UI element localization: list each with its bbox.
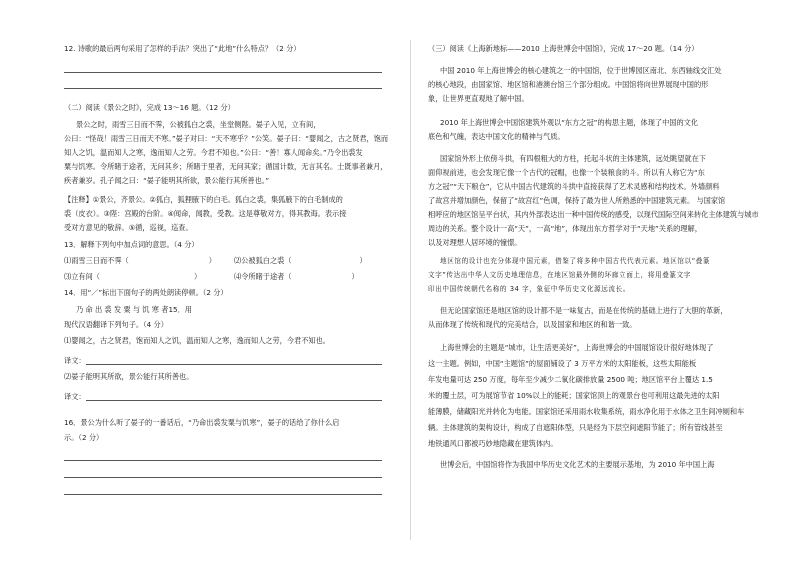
paragraph-line: 面仰视前进，也会发现它像一个古代的冠帽，也像一个装粮食的斗。所以有人称它为“东: [428, 168, 705, 177]
annotation-line: 受对方意见的敬辞。⑤循，巡视，巡查。: [64, 223, 193, 232]
section-2-title: （二）阅读《景公之时》，完成 13～16 题。（12 分）: [64, 103, 235, 112]
paragraph-line: 从而体现了传统和现代的完美结合，以及国家和地区的和谐一致。: [428, 320, 637, 329]
answer-line[interactable]: [64, 88, 382, 89]
q13-item-1: ⑴雨雪三日而不霁（: [64, 256, 129, 265]
question-14: 14．用“／”标出下面句子的两处朗读停顿。（2 分）: [64, 288, 228, 297]
question-13: 13．解释下列句中加点词的意思。（4 分）: [64, 240, 199, 249]
answer-line[interactable]: [64, 494, 382, 495]
paragraph-line: 年发电量可达 250 万度，每年至少减少二氧化碳排放量 2500 吨；地区馆平台上覆达 1.5: [428, 375, 713, 384]
paragraph-line: 国家馆外形上依傍斗拱，有四根粗大的方柱，托起斗状的主体建筑，远处眺望就在下: [440, 154, 706, 163]
answer-line[interactable]: [86, 364, 382, 365]
question-16-cont: 示。（2 分）: [64, 433, 104, 442]
paragraph-line: 世博会后，中国馆将作为我国中华历史文化艺术的主要展示基地，为 2010 年中国上海: [440, 460, 715, 469]
question-16: 16．景公为什么听了晏子的一番话后，“乃命出裘发粟与饥寒”，晏子的话给了你什么启: [64, 418, 340, 427]
q13-row: ⑶立有间（ ） ⑷令所睹于途者（ ）: [64, 272, 359, 281]
paragraph-line: 这一主题。例如，中国“主题馆”的屋面铺设了 3 万平方米的太阳能板，这些太阳能板: [428, 359, 697, 368]
passage-line: 知人之饥，温而知人之寒，逸而知人之劳。今君不知也。”公曰：“善！寡人闻命矣。”乃令出裘发: [64, 148, 363, 157]
paragraph-line: 印出中国传统朝代名称的 34 字，象征中华历史文化源远流长。: [428, 285, 631, 293]
paragraph-line: 能薄膜，储藏阳光并转化为电能。国家馆还采用雨水收集系统，雨水净化用于水体之卫生间冲厕和车: [428, 407, 745, 416]
answer-line[interactable]: [86, 400, 382, 401]
paragraph-line: 的核心地段，由国家馆、地区馆和港澳台馆三个部分组成。中国馆将向世界展现中国的形: [428, 80, 709, 89]
paragraph-line: 以及对理想人居环境的憧憬。: [428, 238, 522, 247]
paragraph-line: 中国 2010 年上海世博会的核心建筑之一的中国馆，位于世博园区南北、东西轴线交汇处: [440, 66, 722, 75]
paragraph-line: 地区馆的设计也充分体现中国元素，借鉴了将多种中国古代代表元素。地区馆以“叠篆: [440, 257, 711, 265]
paragraph-line: 2010 年上海世博会中国馆建筑外观以“东方之冠”的构思主题，体现了中国的文化: [440, 118, 699, 127]
q15-sentence-1: ⑴婴闻之，古之贤君，饱而知人之饥，温而知人之寒，逸而知人之劳，今君不知也。: [64, 336, 330, 345]
q13-item-2: ⑵公被狐白之裘（ ）: [234, 256, 367, 265]
paragraph-line: 辆。主体建筑的架构设计，构成了自遮阳体型，只是经为下层空间遮阳节能了；所有管线甚至: [428, 423, 723, 432]
paragraph-line: 地铁通风口都被巧妙地隐藏在建筑体内。: [428, 439, 558, 448]
q13-row: ⑴雨雪三日而不霁（ ） ⑵公被狐白之裘（ ）: [64, 256, 367, 265]
paragraph-line: 米的覆土层，可为展馆节省 10%以上的能耗；国家馆顶上的观景台也可利用这最先进的太阳: [428, 391, 720, 400]
paragraph-line: 底色和气魄，表达中国文化的精神与气质。: [428, 132, 565, 141]
q14-sentence: 乃 命 出 裘 发 粟 与 饥 寒 者15．用: [76, 305, 192, 314]
passage-line: 景公之时，雨雪三日而不霁，公被狐白之裘，坐堂侧陛。晏子入见，立有间，: [76, 120, 321, 129]
q13-item-3: ⑶立有间（: [64, 272, 100, 281]
q15-sentence-2: ⑵晏子能明其所欲，景公能行其所善也。: [64, 372, 194, 381]
annotation-line: 【注释】①景公，齐景公。②狐白，狐狸腋下的白毛。狐白之裘，集狐腋下的白毛制成的: [64, 195, 343, 204]
section-3-title: （三）阅读《上海新地标——2010 上海世博会中国馆》，完成 17～20 题。（14 分）: [428, 44, 699, 53]
answer-line[interactable]: [64, 72, 382, 73]
passage-line: 粟与饥寒。令所睹于途者，无问其乡；所睹于里者，无问其家；循国计数，无言其名。士既事者兼月，: [64, 162, 388, 171]
paragraph-line: 但无论国家馆还是地区馆的设计都不是一味复古，而是在传统的基础上进行了大胆的革新，: [440, 306, 728, 315]
paragraph-line: 了故宫并增加颜色，保留了“故宫红”色调，保持了最为世人所熟悉的中国建筑元素。 与国家馆: [428, 196, 726, 205]
paragraph-line: 方之冠”“天下粮仓”，它从中国古代建筑的斗拱中直接获得了艺术灵感和结构技术。外墙颜料: [428, 182, 720, 191]
paragraph-line: 上海世博会的主题是“城市，让生活更美好”，上海世博会的中国展馆设计很好地体现了: [440, 343, 714, 352]
translation-label: 译文：: [64, 356, 86, 365]
paragraph-line: 文字”传达出中华人文历史地理信息，在地区馆最外侧的环廊立面上，将用叠篆文字: [428, 271, 691, 279]
answer-line[interactable]: [64, 477, 382, 478]
passage-line: 疾者兼岁。孔子闻之曰：“晏子能明其所欲，景公能行其所善也。”: [64, 176, 270, 185]
column-divider: [410, 40, 411, 540]
paragraph-line: 象，让世界更直观地了解中国。: [428, 94, 529, 103]
q13-item-4: ⑷令所睹于途者（ ）: [234, 272, 359, 281]
passage-line: 公曰：“怪哉！雨雪三日而天不寒。”晏子对曰：“天不寒乎？”公笑。晏子曰：“婴闻之，古之贤君，饱而: [64, 134, 389, 143]
question-12: 12. 诗歌的最后两句采用了怎样的手法？突出了“此地”什么特点？（2 分）: [64, 44, 301, 53]
annotation-line: 裘（皮衣）。③陛：宫殿的台阶。④闻命，闻教，受教。这是尊敬对方，得其教诲。表示接: [64, 209, 347, 218]
paragraph-line: 周边的关系。整个设计一高“天”，一高“地”，体现出东方哲学对于“天地”关系的理解，: [428, 224, 702, 233]
answer-line[interactable]: [64, 460, 382, 461]
paragraph-line: 相呼应的地区馆呈平台状，其内外部表达出一种中国传统的感受，以现代国际空间来转化主体建筑与城市: [428, 210, 759, 219]
translation-label: 译文：: [64, 392, 86, 401]
question-15: 现代汉语翻译下列句子。（4 分）: [64, 320, 168, 329]
